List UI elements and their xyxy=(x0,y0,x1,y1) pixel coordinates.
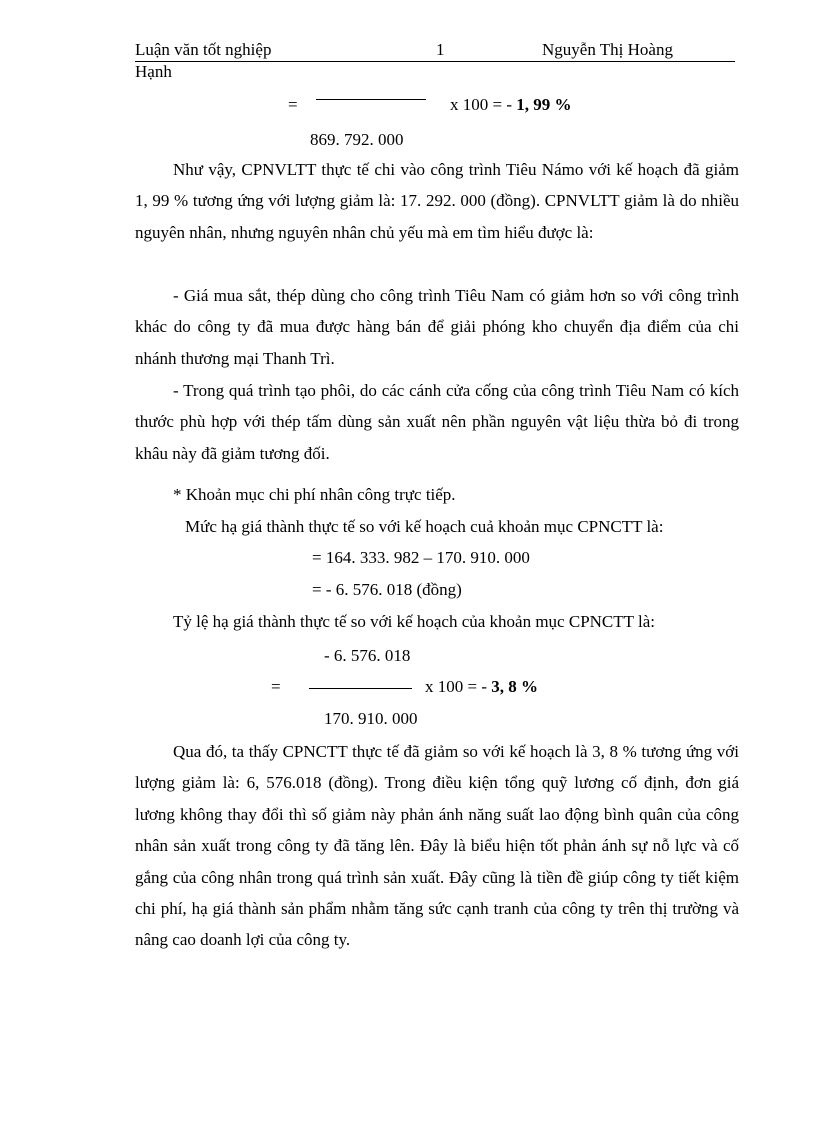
formula2-result: 3, 8 % xyxy=(491,677,538,696)
section-title: * Khoản mục chi phí nhân công trực tiếp. xyxy=(173,485,456,504)
header-title: Luận văn tốt nghiệp xyxy=(135,40,272,59)
ty-le-line: Tỷ lệ hạ giá thành thực tế so với kế hoạch của khoản mục CPNCTT là: xyxy=(173,612,655,631)
formula2-numerator: - 6. 576. 018 xyxy=(324,646,411,665)
header-author: Nguyễn Thị Hoàng xyxy=(542,40,673,59)
calc-line-1: = 164. 333. 982 – 170. 910. 000 xyxy=(312,548,530,567)
formula1-equals: = xyxy=(288,95,298,114)
paragraph-2: - Giá mua sắt, thép dùng cho công trình Tiêu Nam có giảm hơn so với công trình khác do công ty đã mua được hàng bán để giải phóng kho chuyển địa điểm của chi nhánh thương mại Thanh Trì. xyxy=(135,286,739,368)
paragraph-1: Như vậy, CPNVLTT thực tế chi vào công trình Tiêu Námo với kế hoạch đã giảm 1, 99 % tương ứng với lượng giảm là: 17. 292. 000 (đồng). CPNVLTT giảm là do nhiều nguyên nhân, nhưng nguyên nhân chủ yếu mà em tìm hiểu được là: xyxy=(135,160,739,242)
calc-line-2: = - 6. 576. 018 (đồng) xyxy=(312,580,462,599)
muc-ha-line: Mức hạ giá thành thực tế so với kế hoạch cuả khoản mục CPNCTT là: xyxy=(185,517,664,536)
formula2-denominator: 170. 910. 000 xyxy=(324,709,418,728)
formula1-denominator: 869. 792. 000 xyxy=(310,130,404,149)
formula1-multiplier: x 100 = - 1, 99 % xyxy=(450,95,572,114)
paragraph-3: - Trong quá trình tạo phôi, do các cánh cửa cống của công trình Tiêu Nam có kích thước phù hợp với thép tấm dùng sản xuất nên phần nguyên vật liệu thừa bỏ đi trong khâu này đã giảm tương đối. xyxy=(135,381,739,463)
page-number: 1 xyxy=(436,40,445,59)
header-underline xyxy=(135,61,735,62)
formula1-result: 1, 99 % xyxy=(516,95,572,114)
formula2-equals: = xyxy=(271,677,281,696)
header-author-continued: Hạnh xyxy=(135,62,172,81)
formula2-fraction-bar xyxy=(309,688,412,689)
paragraph-4: Qua đó, ta thấy CPNCTT thực tế đã giảm so với kế hoạch là 3, 8 % tương ứng với lượng giảm là: 6, 576.018 (đồng). Trong điều kiện tổng quỹ lương cố định, đơn giá lương không thay đổi thì số giảm này phản ánh năng suất lao động bình quân của công nhân sản xuất trong công ty đã tăng lên. Đây là biểu hiện tốt phản ánh sự nỗ lực và cố gắng của công nhân trong quá trình sản xuất. Đây cũng là tiền đề giúp công ty tiết kiệm chi phí, hạ giá thành sản phẩm nhằm tăng sức cạnh tranh của công ty trên thị trường và nâng cao doanh lợi của công ty. xyxy=(135,742,739,950)
formula2-multiplier: x 100 = - 3, 8 % xyxy=(425,677,538,696)
formula1-fraction-bar xyxy=(316,99,426,100)
